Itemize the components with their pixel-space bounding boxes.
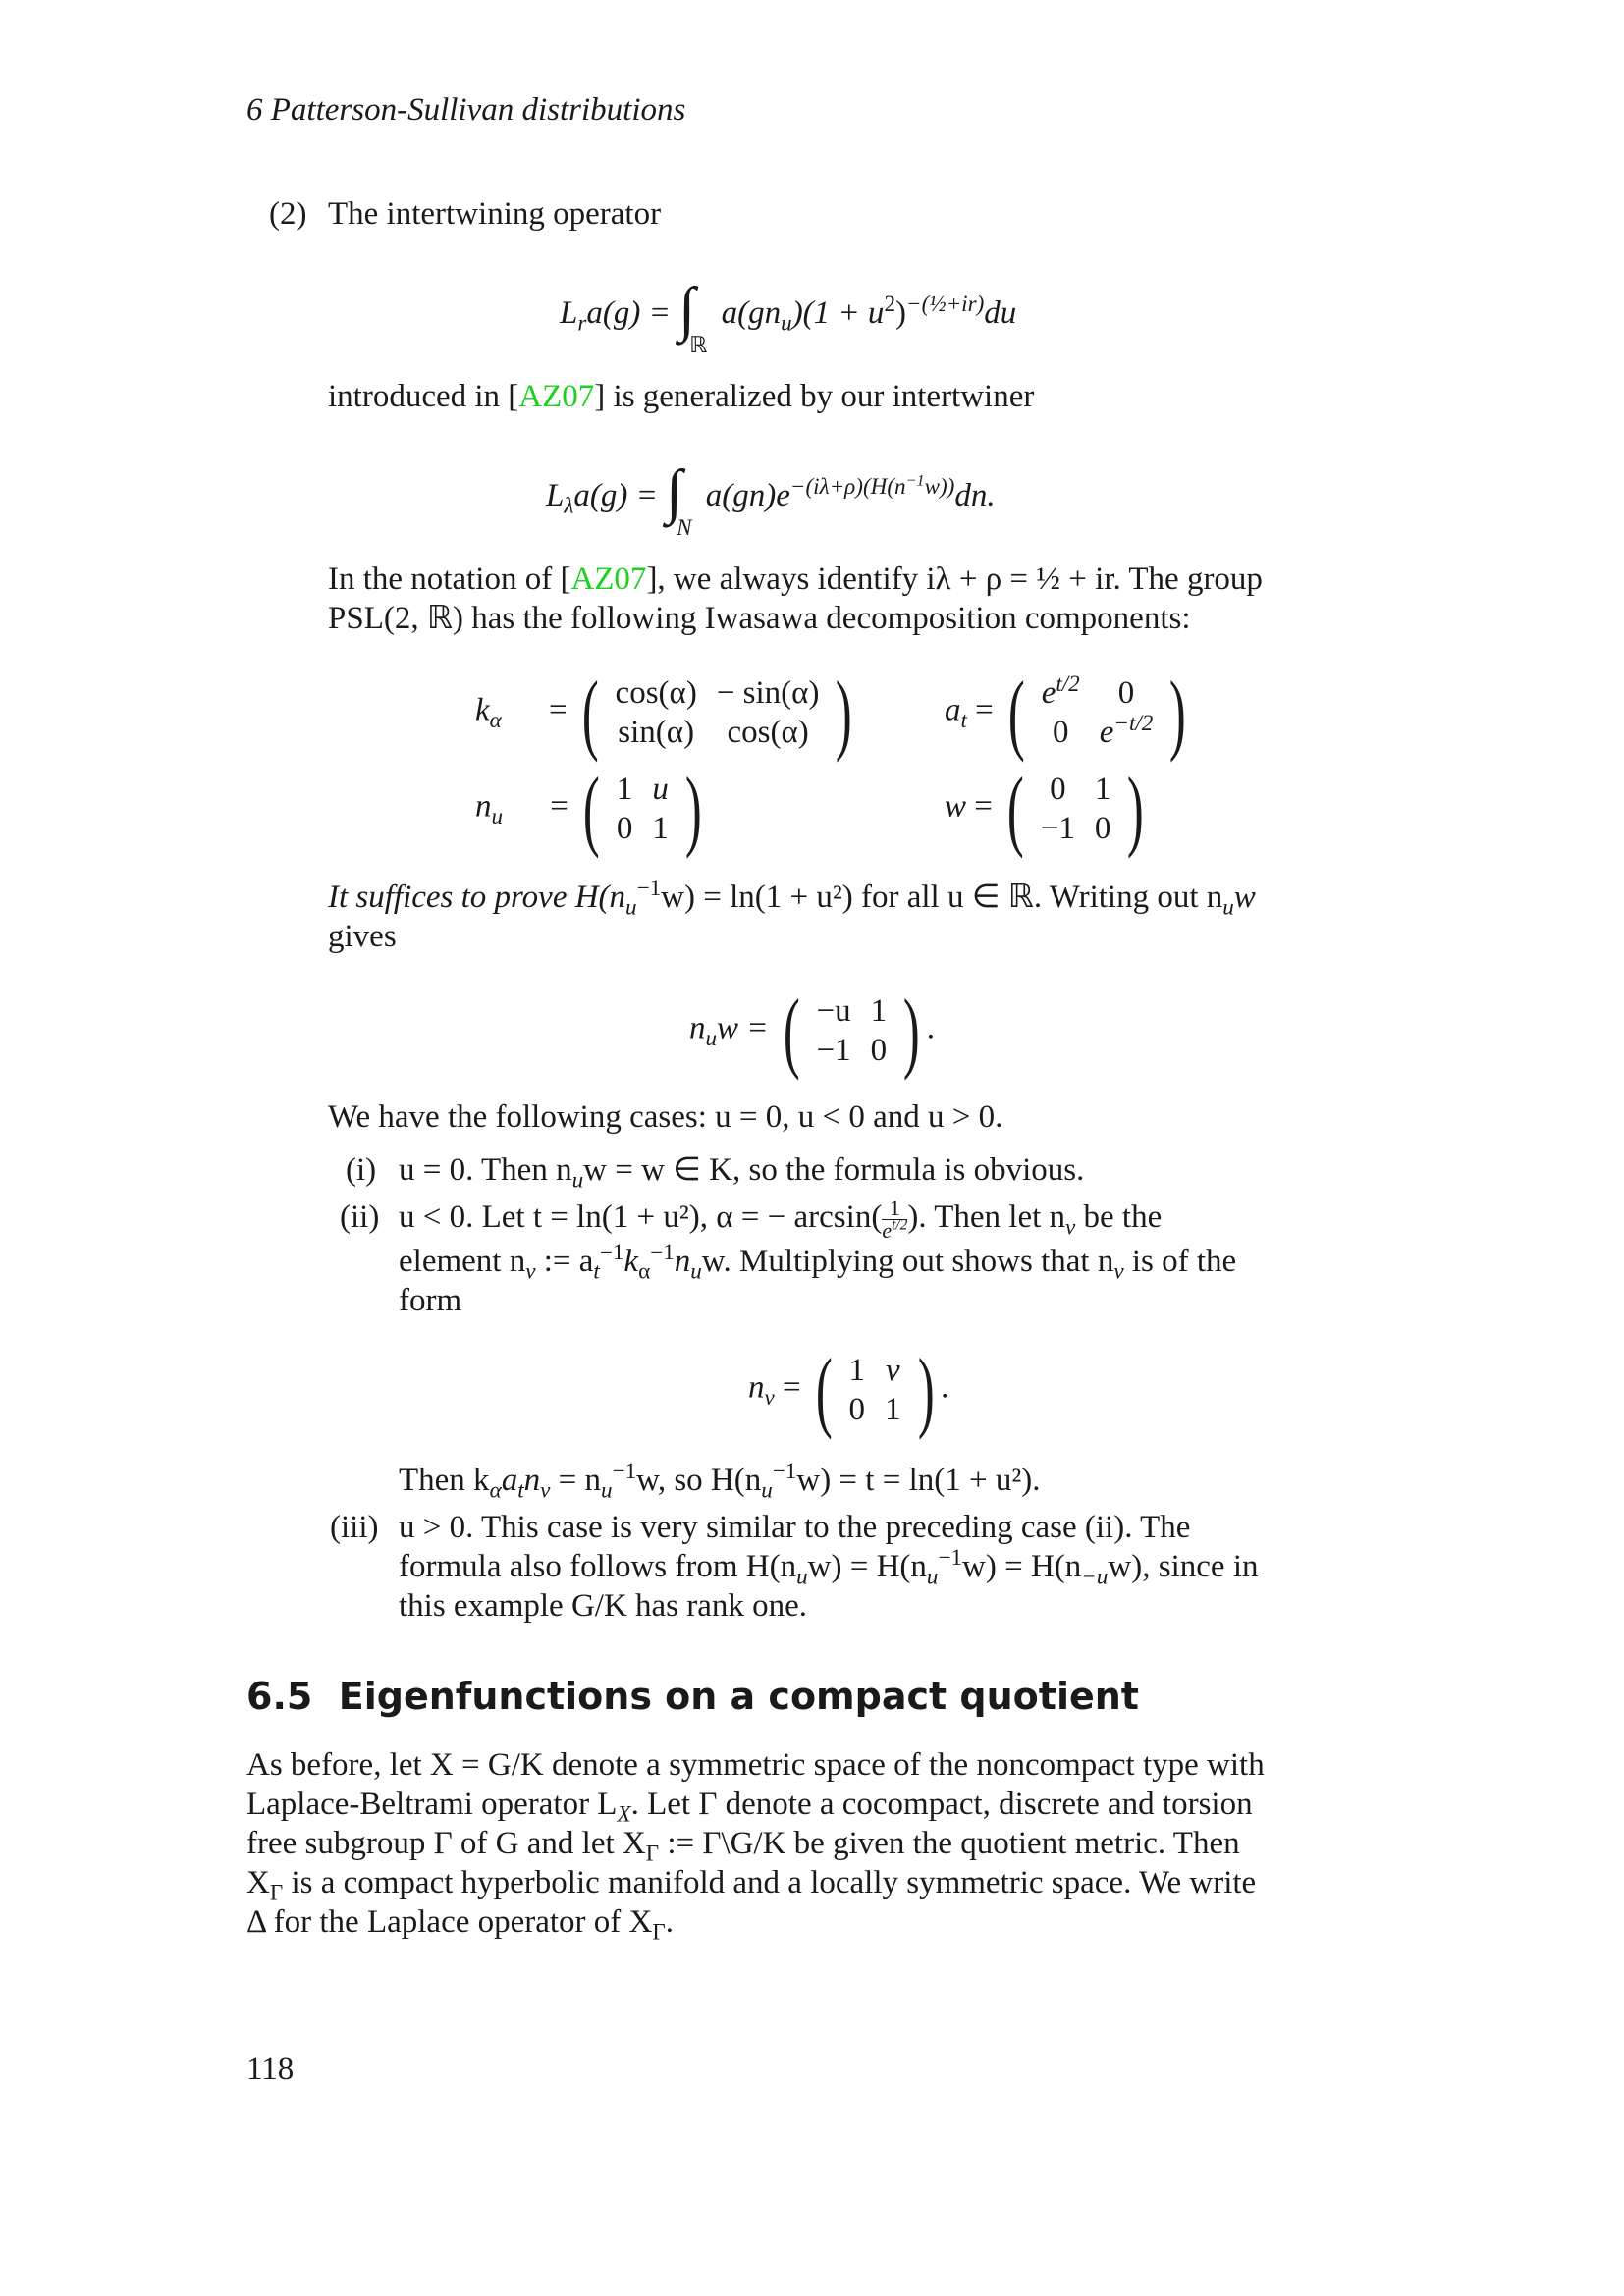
- case-ii-text: u < 0. Let t = ln(1 + u²), α = − arcsin( $\frac{1}{e^{t/2}}$ ). Then let $n_v$ be the element $n_v$ := $a_t^{-1}k_\alpha^{-1}n_uw$. Multiplying out shows that $n_v$ is of the form: [399, 1196, 1237, 1318]
- section-paragraph: As before, let X = G/K denote a symmetric space of the noncompact type with Laplace-Beltrami operator $L_X$. Let Γ denote a cocompact, discrete and torsion free subgroup Γ of G and let $X_\Gamma$ := Γ\G/K be given the quotient metric. Then $X_\Gamma$ is a compact hyperbolic manifold and a locally symmetric space. We write Δ for the Laplace operator of $X_\Gamma$.: [246, 1747, 1265, 1945]
- case-i-text: u = 0. Then $n_uw = w$ ∈ K, so the formula is obvious.: [399, 1152, 1085, 1193]
- case-ii-conclusion: Then $k_\alpha a_tn_v = n_u^{-1}w$, so $H(n_u^{-1}w) = t = \ln(1 + u^2)$.: [399, 1458, 1041, 1503]
- notation-paragraph: In the notation of [AZ07], we always identify iλ + ρ = ½ + ir. The group PSL(2, ℝ) has the following Iwasawa decomposition components:: [328, 561, 1263, 636]
- integral-domain: ℝ: [689, 331, 708, 357]
- case-iii-text: u > 0. This case is very similar to the preceding case (ii). The formula also follows from $H(n_uw) = H(n_u^{-1}w) = H(n_{-u}w)$, since in this example G/K has rank one.: [399, 1510, 1259, 1624]
- integral-domain: N: [677, 513, 692, 540]
- cases-intro: We have the following cases: u = 0, u < 0 and u > 0.: [328, 1099, 1003, 1135]
- integral-sign: ∫: [666, 458, 683, 525]
- intertwiner-sentence: introduced in [AZ07] is generalized by our intertwiner: [328, 379, 1035, 414]
- running-head: 6 Patterson-Sullivan distributions: [246, 92, 686, 128]
- case-iii-label: (iii): [330, 1510, 379, 1545]
- matrix-w: w = ( 0 1 −1 0 ): [945, 759, 1145, 859]
- integral-sign: ∫: [678, 276, 696, 343]
- matrix-n-u: $n_u$ = ( 1 u 0 1 ): [475, 759, 702, 859]
- case-i-label: (i): [346, 1152, 377, 1188]
- equation-nuw: $n_uw$ = ( −u 1 −1 0 ) .: [689, 981, 935, 1081]
- matrix-a-t: $a_t$ = ( $e^{t/2}$ 0 0 $e^{-t/2}$ ): [945, 663, 1187, 763]
- case-ii-label: (ii): [340, 1200, 380, 1235]
- equation-nv: $n_v$ = ( 1 v 0 1 ) .: [748, 1340, 949, 1440]
- item-label: (2): [269, 196, 307, 232]
- section-heading: [246, 1675, 1139, 1718]
- citation-link-AZ07[interactable]: AZ07: [518, 379, 595, 414]
- item-intro: The intertwining operator: [328, 196, 662, 232]
- section-title: Eigenfunctions on a compact quotient: [338, 1675, 1139, 1718]
- equation-intertwiner: $L_\lambda a(g) = \int_N$ $a(gn)e^{-(i\lambda+\rho)(H(n^{-1}w))}dn$.: [546, 458, 996, 540]
- matrix-k-alpha: $k_\alpha$ = ( cos(α) − sin(α) sin(α) cos(α) ): [475, 663, 853, 763]
- section-number: 6.5: [246, 1675, 313, 1718]
- suffices-paragraph: It suffices to prove $H(n_u^{-1}w) = \ln(1 + u^2)$ for all u ∈ ℝ. Writing out $n_uw$ gives: [328, 875, 1256, 954]
- page-number: 118: [246, 2052, 295, 2087]
- equation-intertwining-operator: $L_ra(g) = \int_ℝ$ $a(gn_u)(1 + u^2)^{-(\frac{1}{2}+ir)}du$: [560, 276, 1017, 357]
- citation-link-AZ07[interactable]: AZ07: [570, 561, 647, 597]
